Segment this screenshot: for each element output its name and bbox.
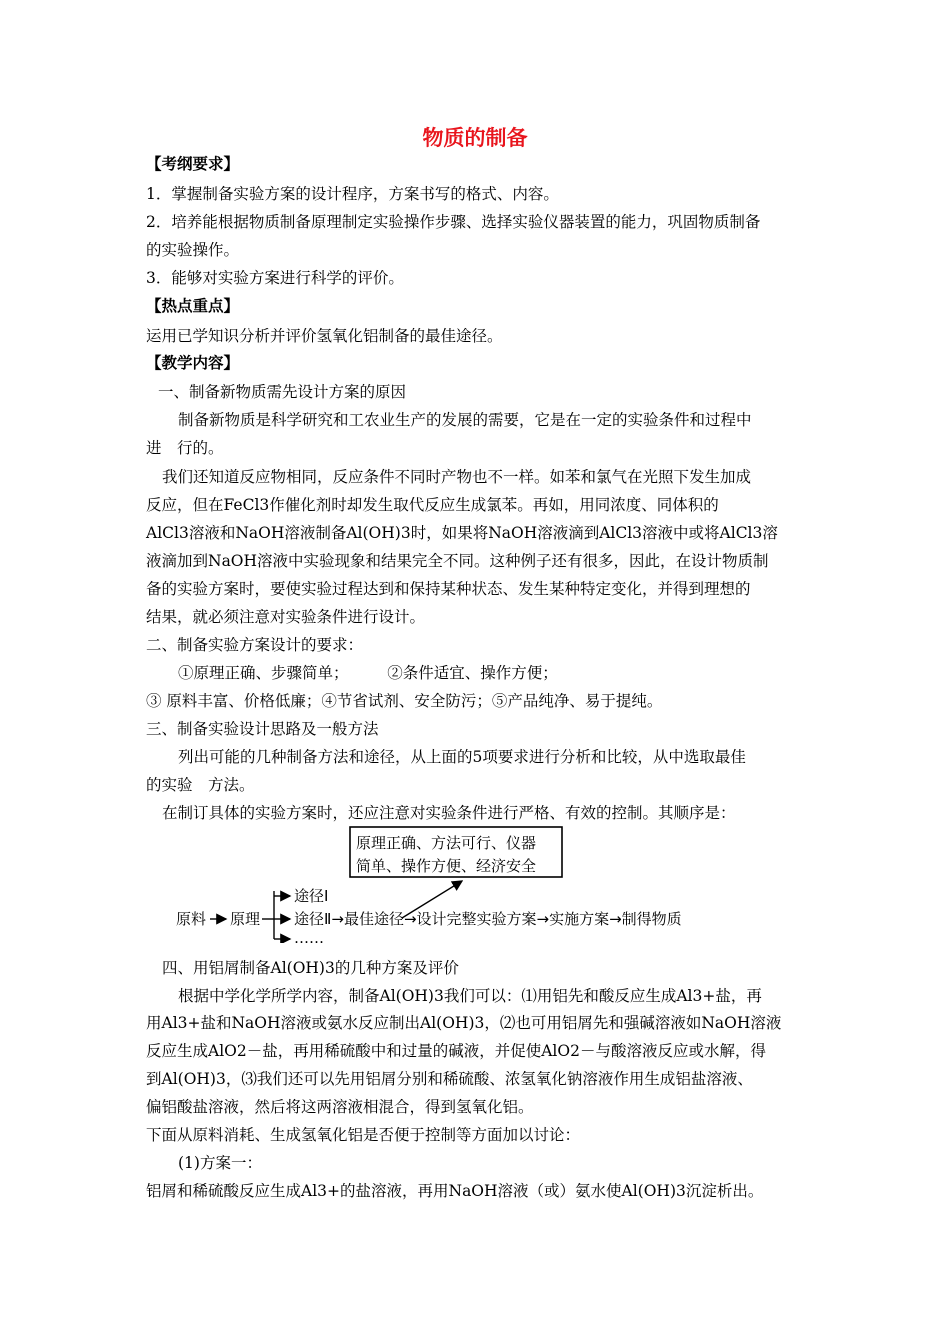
flow-step-principle: 原理 — [230, 910, 261, 928]
paragraph: 根据中学化学所学内容，制备Al(OH)3我们可以：⑴用铝先和酸反应生成Al3+盐，再 — [178, 987, 762, 1005]
paragraph: 的实验 方法。 — [146, 776, 255, 794]
paragraph: 用Al3+盐和NaOH溶液或氨水反应制出Al(OH)3，⑵也可用铝屑先和强碱溶液如NaOH溶液 — [146, 1014, 782, 1032]
criteria-line-2: 简单、操作方便、经济安全 — [356, 857, 537, 875]
paragraph: 3．能够对实验方案进行科学的评价。 — [146, 269, 404, 287]
paragraph: 列出可能的几种制备方法和途径，从上面的5项要求进行分析和比较，从中选取最佳 — [178, 748, 746, 766]
paragraph: 进 行的。 — [146, 439, 224, 457]
criteria-line-1: 原理正确、方法可行、仪器 — [356, 834, 537, 852]
flow-route-1: 途径Ⅰ — [294, 887, 329, 905]
paragraph: 反应生成AlO2－盐，再用稀硫酸中和过量的碱液，并促使AlO2－与酸溶液反应或水解，得 — [146, 1042, 766, 1060]
flow-step-raw: 原料 — [176, 910, 207, 928]
paragraph: ①原理正确、步骤简单； ②条件适宜、操作方便； — [178, 664, 558, 682]
section-heading: 二、制备实验方案设计的要求： — [146, 636, 364, 654]
paragraph: 铝屑和稀硫酸反应生成Al3+的盐溶液，再用NaOH溶液（或）氨水使Al(OH)3沉淀析出。 — [146, 1182, 764, 1200]
flow-route-more: …… — [294, 929, 324, 943]
heading-syllabus: 【考纲要求】 — [146, 155, 240, 173]
heading-focus: 【热点重点】 — [146, 297, 240, 315]
paragraph: 1．掌握制备实验方案的设计程序，方案书写的格式、内容。 — [146, 185, 559, 203]
section-heading: 四、用铝屑制备Al(OH)3的几种方案及评价 — [162, 959, 459, 977]
paragraph: 偏铝酸盐溶液，然后将这两溶液相混合，得到氢氧化铝。 — [146, 1098, 534, 1116]
flow-diagram — [170, 823, 760, 943]
flow-route-2: 途径Ⅱ→最佳途径→设计完整实验方案→实施方案→制得物质 — [294, 910, 682, 928]
paragraph: 反应，但在FeCl3作催化剂时却发生取代反应生成氯苯。再如，用同浓度、同体积的 — [146, 496, 719, 514]
paragraph: 在制订具体的实验方案时，还应注意对实验条件进行严格、有效的控制。其顺序是： — [162, 804, 736, 822]
paragraph: 我们还知道反应物相同，反应条件不同时产物也不一样。如苯和氯气在光照下发生加成 — [162, 468, 752, 486]
paragraph: 结果，就必须注意对实验条件进行设计。 — [146, 608, 426, 626]
paragraph: AlCl3溶液和NaOH溶液制备Al(OH)3时，如果将NaOH溶液滴到AlCl3溶液中或将AlCl3溶 — [146, 524, 778, 542]
heading-content: 【教学内容】 — [146, 354, 240, 372]
paragraph: ③ 原料丰富、价格低廉；④节省试剂、安全防污；⑤产品纯净、易于提纯。 — [146, 692, 663, 710]
paragraph: 的实验操作。 — [146, 241, 240, 259]
paragraph: 运用已学知识分析并评价氢氧化铝制备的最佳途径。 — [146, 327, 503, 345]
section-heading: 一、制备新物质需先设计方案的原因 — [158, 383, 407, 401]
subheading: (1)方案一： — [178, 1154, 262, 1172]
paragraph: 备的实验方案时，要使实验过程达到和保持某种状态、发生某种特定变化，并得到理想的 — [146, 580, 751, 598]
paragraph: 制备新物质是科学研究和工农业生产的发展的需要，它是在一定的实验条件和过程中 — [178, 411, 752, 429]
page-title: 物质的制备 — [422, 126, 528, 150]
paragraph: 到Al(OH)3，⑶我们还可以先用铝屑分别和稀硫酸、浓氢氧化钠溶液作用生成铝盐溶液、 — [146, 1070, 753, 1088]
section-heading: 三、制备实验设计思路及一般方法 — [146, 720, 379, 738]
paragraph: 2．培养能根据物质制备原理制定实验操作步骤、选择实验仪器装置的能力，巩固物质制备 — [146, 213, 761, 231]
paragraph: 液滴加到NaOH溶液中实验现象和结果完全不同。这种例子还有很多，因此，在设计物质制 — [146, 552, 769, 570]
paragraph: 下面从原料消耗、生成氢氧化铝是否便于控制等方面加以讨论： — [146, 1126, 581, 1144]
